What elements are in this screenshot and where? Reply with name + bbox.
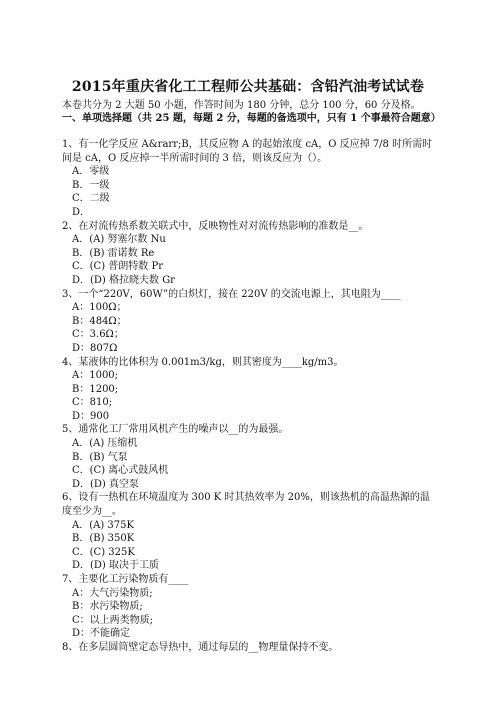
- question-5: [62, 423, 437, 491]
- question-stem: 4、某液体的比体积为 0.001m3/kg，则其密度为____kg/m3。: [62, 356, 344, 368]
- answer-option: B．(B) 雷诺数 Re: [72, 247, 155, 259]
- answer-option: A．(A) 压缩机: [72, 438, 138, 450]
- answer-option: D：900: [72, 410, 110, 422]
- question-stem: 3、一个“220V，60W”的白炽灯，接在 220V 的交流电源上，其电阻为____: [62, 288, 401, 300]
- question-stem: 1、有一化学反应 A&rarr;B，其反应物 A 的起始浓度 cA，O 反应掉 7/8 时所需时间是 cA，O 反应掉一半所需时间的 3 倍，则该反应为（）。: [62, 139, 433, 164]
- answer-option: C．二级: [72, 193, 110, 205]
- answer-option: D：不能确定: [72, 628, 131, 640]
- section-heading: 一、单项选择题（共 25 题，每题 2 分，每题的备选项中，只有 1 个事最符合题意）: [62, 113, 441, 124]
- answer-option: C：810;: [72, 397, 113, 409]
- answer-option: B：水污染物质;: [72, 601, 143, 613]
- answer-option: A：大气污染物质;: [72, 587, 153, 599]
- question-stem: 5、通常化工厂常用风机产生的噪声以__的为最强。: [62, 424, 289, 436]
- exam-intro: 本卷共分为 2 大题 50 小题，作答时间为 180 分钟，总分 100 分，60 分及格。: [62, 100, 421, 111]
- answer-option: A．零级: [72, 166, 110, 178]
- answer-option: B．(B) 气泵: [72, 451, 128, 463]
- answer-option: D．: [72, 206, 91, 218]
- answer-option: D．(D) 取决于工质: [72, 560, 160, 572]
- answer-option: C：以上两类物质;: [72, 614, 154, 626]
- question-stem: 2、在对流传热系数关联式中，反映物性对对流传热影响的准数是__。: [62, 220, 369, 232]
- exam-title: 2015年重庆省化工工程师公共基础：含铅汽油考试试卷: [71, 79, 425, 95]
- question-3: [62, 288, 437, 356]
- answer-option: A．(A) 努塞尔数 Nu: [72, 234, 166, 246]
- answer-option: C．(C) 325K: [72, 546, 135, 558]
- answer-option: C．(C) 普朗特数 Pr: [72, 261, 163, 273]
- question-stem: 7、主要化工污染物质有____: [62, 574, 189, 585]
- question-6: [62, 491, 437, 573]
- answer-option: D．(D) 真空泵: [72, 478, 140, 490]
- answer-option: D．(D) 格拉晓夫数 Gr: [72, 274, 175, 286]
- question-8: [62, 641, 437, 655]
- question-7: [62, 573, 437, 641]
- answer-option: D：807Ω: [72, 342, 118, 354]
- answer-option: B．一级: [72, 179, 110, 191]
- answer-option: B：484Ω；: [72, 315, 127, 327]
- answer-option: B．(B) 350K: [72, 533, 135, 545]
- question-stem: 6、设有一热机在环境温度为 300 K 时其热效率为 20%，则该热机的高温热源的温度至少为__。: [62, 492, 430, 518]
- answer-option: B：1200;: [72, 383, 119, 395]
- answer-option: A：100Ω；: [72, 302, 127, 314]
- answer-option: C．(C) 离心式鼓风机: [72, 465, 169, 477]
- question-2: [62, 220, 437, 288]
- question-4: [62, 356, 437, 424]
- answer-option: A．(A) 375K: [72, 519, 134, 531]
- question-1: [62, 138, 437, 220]
- answer-option: A：1000;: [72, 370, 119, 382]
- question-list: [62, 138, 437, 655]
- answer-option: C：3.6Ω；: [72, 329, 124, 341]
- question-stem: 8、在多层圆筒壁定态导热中，通过每层的__物理量保持不变。: [62, 641, 339, 653]
